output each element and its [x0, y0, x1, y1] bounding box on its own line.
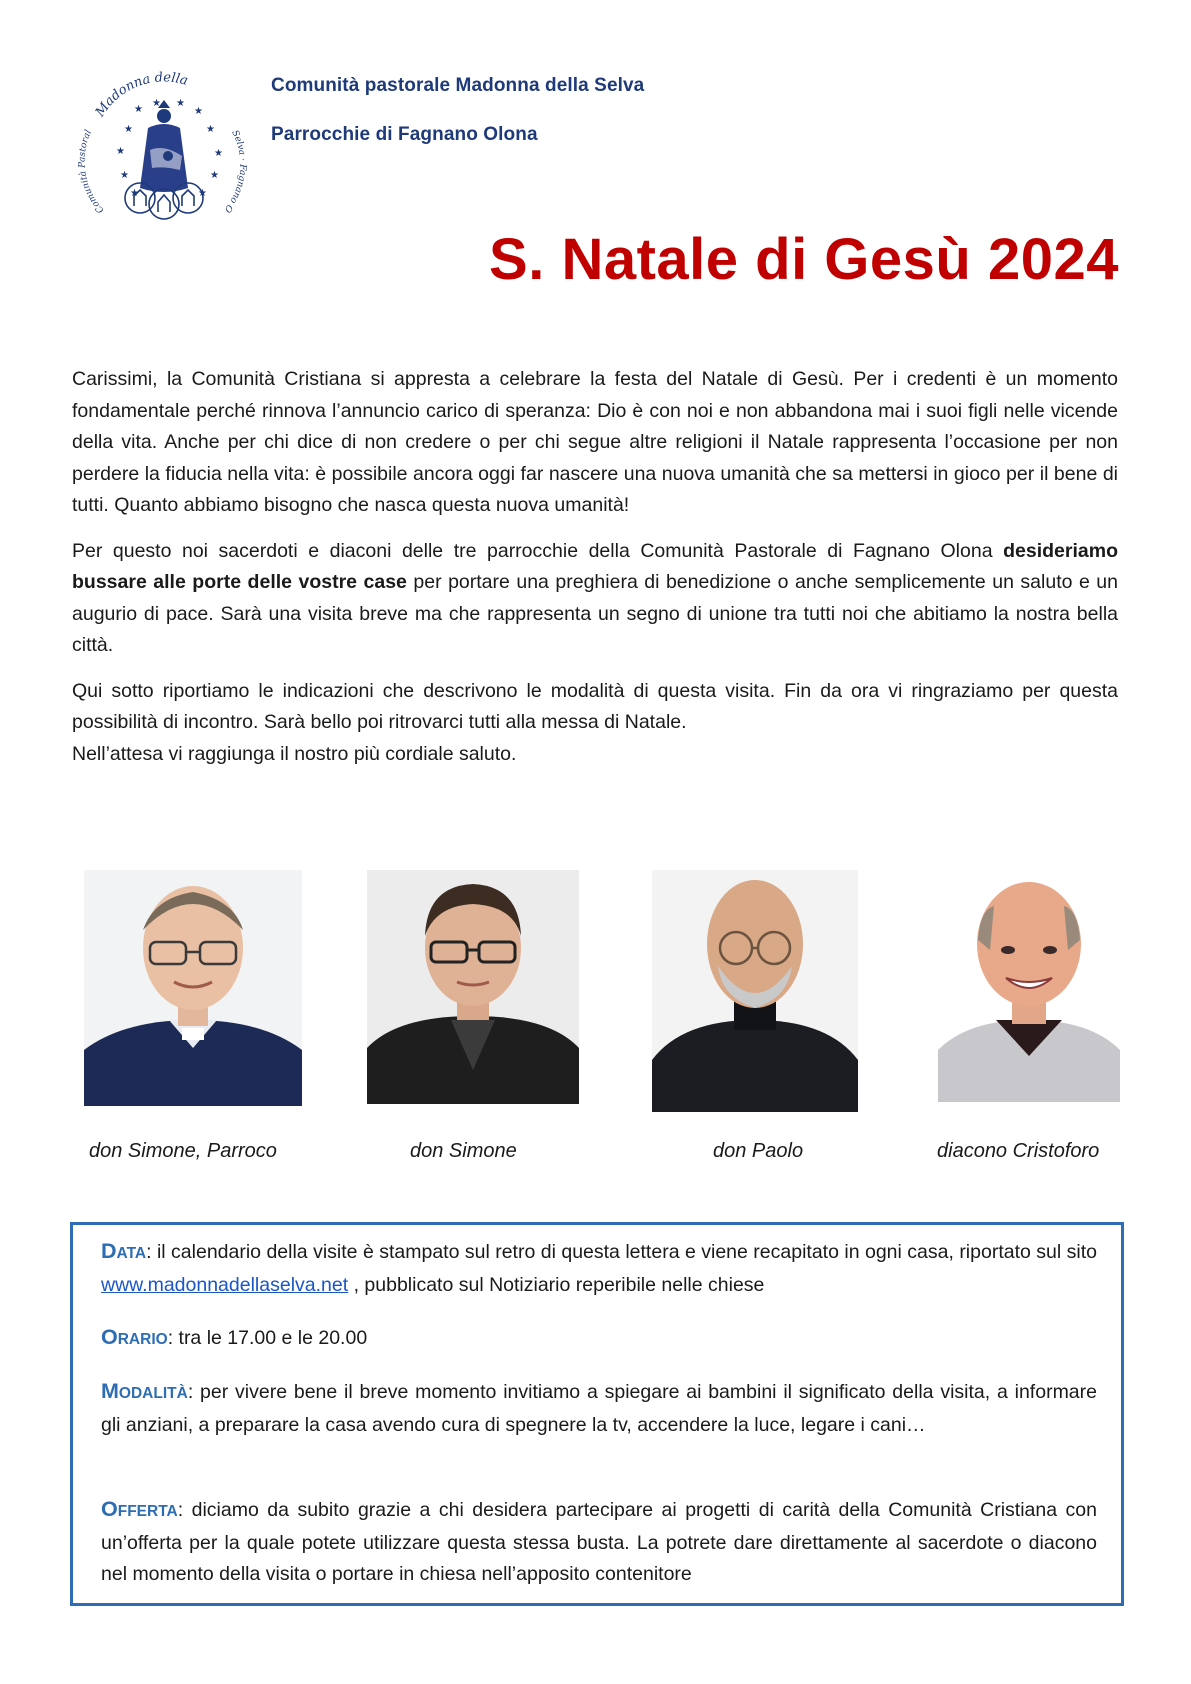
info-orario-label-rest: RARIO [117, 1331, 168, 1348]
info-offerta-label [101, 1499, 178, 1521]
portrait-don-simone [367, 870, 579, 1104]
svg-text:Comunità Pastorale [64, 70, 106, 215]
parishes-name: Parrocchie di Fagnano Olona [271, 124, 538, 145]
info-modalita-text: : per vivere bene il breve momento invitiamo a spiegare ai bambini il significato della visita, a informare gli anziani, a preparare la casa avendo cura di spegnere la tv, accendere la luce, legare i cani… [101, 1381, 1097, 1436]
intro-paragraph-1: Carissimi, la Comunità Cristiana si appresta a celebrare la festa del Natale di Gesù. Per i credenti è un momento fondamentale perché rinnova l’annuncio carico di speranza: Dio è con noi e non abbandona mai i suoi figli nelle vicende della vita. Anche per chi dice di non credere o per chi segue altre religioni il Natale rappresenta l’occasione per non perdere la fiducia nella vita: è possibile ancora oggi far nascere una nuova umanità che sa mettersi in gioco per il bene di tutti. Quanto abbiamo bisogno che nasca questa nuova umanità! [72, 368, 1118, 516]
info-data-text-a: : il calendario della visite è stampato sul retro di questa lettera e viene recapitato in ogni casa, riportato sul sito [146, 1241, 1097, 1263]
caption-don-simone-parroco: don Simone, Parroco [89, 1140, 277, 1162]
svg-text:★: ★ [134, 104, 143, 115]
page-title: S. Natale di Gesù 2024 [489, 227, 1119, 292]
portrait-don-paolo [652, 870, 858, 1112]
info-orario-text: : tra le 17.00 e le 20.00 [167, 1327, 368, 1349]
caption-diacono-cristoforo: diacono Cristoforo [937, 1140, 1100, 1162]
logo-text-left: Comunità Pastoral [77, 128, 107, 215]
logo-text-top: Madonna della [92, 70, 190, 120]
svg-text:★: ★ [152, 98, 161, 109]
svg-text:★: ★ [120, 170, 129, 181]
intro-letter [72, 364, 1118, 770]
svg-text:★: ★ [198, 188, 207, 199]
info-data [101, 1236, 1097, 1301]
info-offerta-text: : diciamo da subito grazie a chi desidera partecipare ai progetti di carità della Comunità Cristiana con un’offerta per la quale potete utilizzare questa stessa busta. La potrete dare direttamente al sacerdote o diacono nel momento della visita o portare in chiesa nell’apposito contenitore [101, 1499, 1097, 1585]
intro-p2-text-a: Per questo noi sacerdoti e diaconi delle tre parrocchie della Comunità Pastorale di Fagnano Olona [72, 539, 1004, 562]
caption-don-simone: don Simone [410, 1140, 517, 1162]
logo-text-right: Selva · Fagnano O [221, 128, 248, 215]
svg-text:★: ★ [124, 124, 133, 135]
intro-p2-emphasis: desideriamo bussare alle porte delle vostre case [72, 539, 1118, 593]
intro-paragraph-2 [72, 536, 1118, 662]
info-modalita-label [101, 1381, 188, 1403]
info-offerta-label-initial: O [101, 1497, 118, 1521]
intro-paragraph-3: Qui sotto riportiamo le indicazioni che descrivono le modalità di questa visita. Fin da ora vi ringraziamo per questa possibilità di incontro. Sarà bello poi ritrovarci tutti alla messa di Natale. [72, 679, 1118, 733]
info-modalita-label-rest: ODALITÀ [118, 1385, 188, 1402]
portrait-don-simone-parroco [84, 870, 302, 1106]
info-modalita-label-initial: M [101, 1379, 119, 1403]
info-orario [101, 1322, 1097, 1356]
info-offerta-label-rest: FFERTA [117, 1503, 178, 1520]
svg-text:★: ★ [210, 170, 219, 181]
info-orario-label-initial: O [101, 1325, 118, 1349]
portrait-diacono-cristoforo [938, 870, 1120, 1102]
community-name: Comunità pastorale Madonna della Selva [271, 75, 645, 96]
svg-text:★: ★ [194, 106, 203, 117]
caption-don-paolo: don Paolo [713, 1140, 804, 1162]
info-data-label-initial: D [101, 1239, 117, 1263]
svg-text:★: ★ [130, 188, 139, 199]
info-modalita [101, 1376, 1097, 1441]
info-data-label-rest: ATA [116, 1245, 147, 1262]
svg-text:★: ★ [214, 148, 223, 159]
info-data-label [101, 1241, 146, 1263]
svg-text:★: ★ [206, 124, 215, 135]
svg-text:★: ★ [176, 98, 185, 109]
svg-text:★: ★ [116, 146, 125, 157]
website-link[interactable]: www.madonnadellaselva.net [101, 1273, 349, 1296]
info-orario-label [101, 1327, 168, 1349]
intro-closing: Nell’attesa vi raggiunga il nostro più cordiale saluto. [72, 742, 517, 765]
info-data-text-b: , pubblicato sul Notiziario reperibile nelle chiese [348, 1273, 765, 1296]
intro-p2-text-b: per portare una preghiera di benedizione o anche semplicemente un saluto e un augurio di pace. Sarà una visita breve ma che rappresenta un segno di unione tra tutti noi che abitiamo la nostra bella città. [72, 571, 1118, 656]
info-offerta [101, 1494, 1097, 1591]
community-logo [64, 70, 259, 230]
